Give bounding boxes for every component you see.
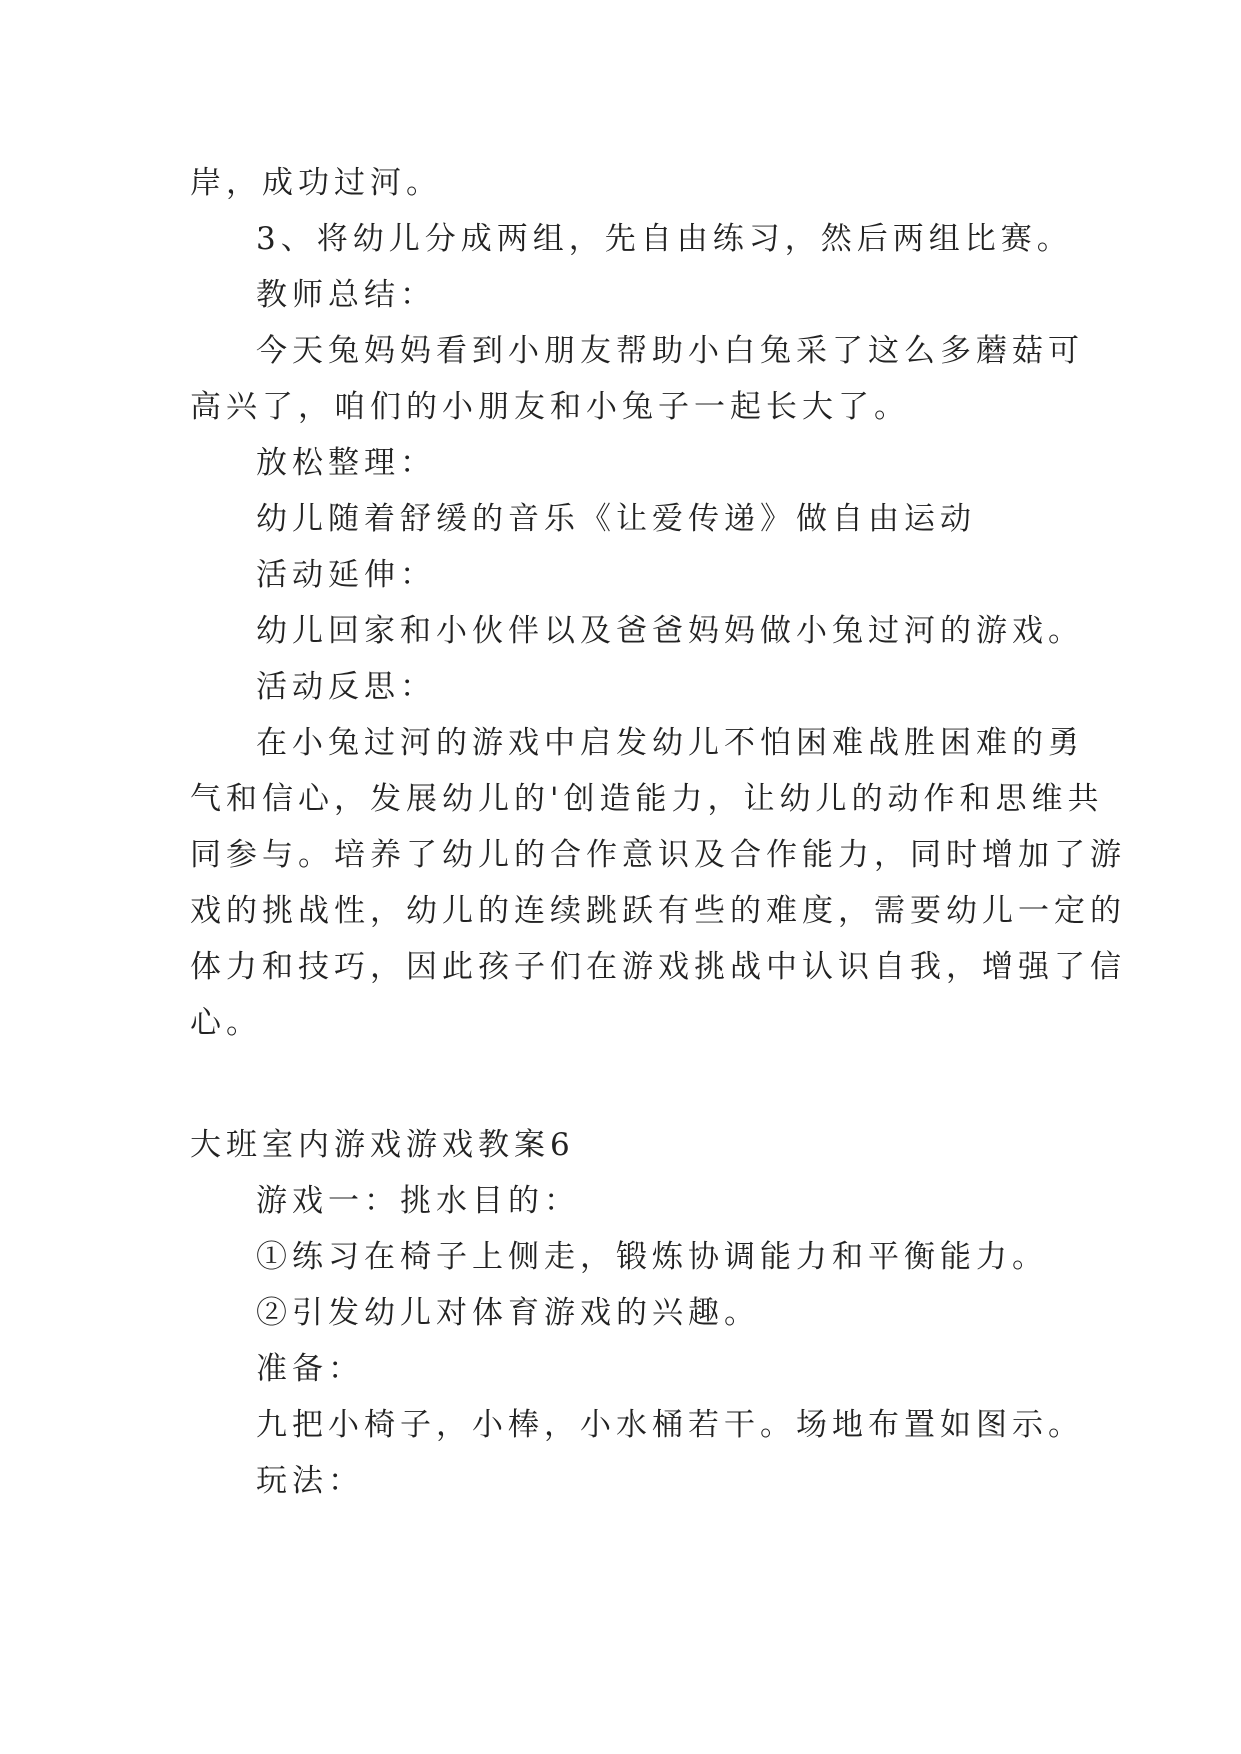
- reflection-text-line-4: 戏的挑战性，幼儿的连续跳跃有些的难度，需要幼儿一定的: [190, 893, 1126, 929]
- section-gap: [190, 1051, 1050, 1117]
- extension-heading: 活动延伸：: [256, 557, 436, 593]
- teacher-summary-text-line-1: 今天兔妈妈看到小朋友帮助小白兔采了这么多蘑菇可: [256, 333, 1084, 369]
- step-three-paragraph: 3、将幼儿分成两组，先自由练习，然后两组比赛。: [256, 221, 1073, 257]
- teacher-summary-heading: 教师总结：: [256, 277, 436, 313]
- purpose-item-1: ①练习在椅子上侧走，锻炼协调能力和平衡能力。: [256, 1239, 1048, 1275]
- teacher-summary-text-line-2: 高兴了，咱们的小朋友和小兔子一起长大了。: [190, 389, 910, 425]
- reflection-text-line-5: 体力和技巧，因此孩子们在游戏挑战中认识自我，增强了信: [190, 949, 1126, 985]
- purpose-item-2: ②引发幼儿对体育游戏的兴趣。: [256, 1295, 760, 1331]
- reflection-text-line-6: 心。: [190, 1005, 262, 1041]
- document-page: [190, 155, 1126, 1509]
- preparation-heading: 准备：: [256, 1351, 364, 1387]
- relaxation-heading: 放松整理：: [256, 445, 436, 481]
- reflection-heading: 活动反思：: [256, 669, 436, 705]
- extension-text: 幼儿回家和小伙伴以及爸爸妈妈做小兔过河的游戏。: [256, 613, 1084, 649]
- preparation-text: 九把小椅子，小棒，小水桶若干。场地布置如图示。: [256, 1407, 1084, 1443]
- game-one-purpose-heading: 游戏一：挑水目的：: [256, 1183, 580, 1219]
- reflection-text-line-3: 同参与。培养了幼儿的合作意识及合作能力，同时增加了游: [190, 837, 1126, 873]
- relaxation-text: 幼儿随着舒缓的音乐《让爱传递》做自由运动: [256, 501, 976, 537]
- paragraph-continuation: 岸，成功过河。: [190, 165, 442, 201]
- gameplay-heading: 玩法：: [256, 1463, 364, 1499]
- reflection-text-line-1: 在小兔过河的游戏中启发幼儿不怕困难战胜困难的勇: [256, 725, 1084, 761]
- reflection-text-line-2: 气和信心，发展幼儿的'创造能力，让幼儿的动作和思维共: [190, 781, 1104, 817]
- section-title: 大班室内游戏游戏教案6: [190, 1127, 575, 1163]
